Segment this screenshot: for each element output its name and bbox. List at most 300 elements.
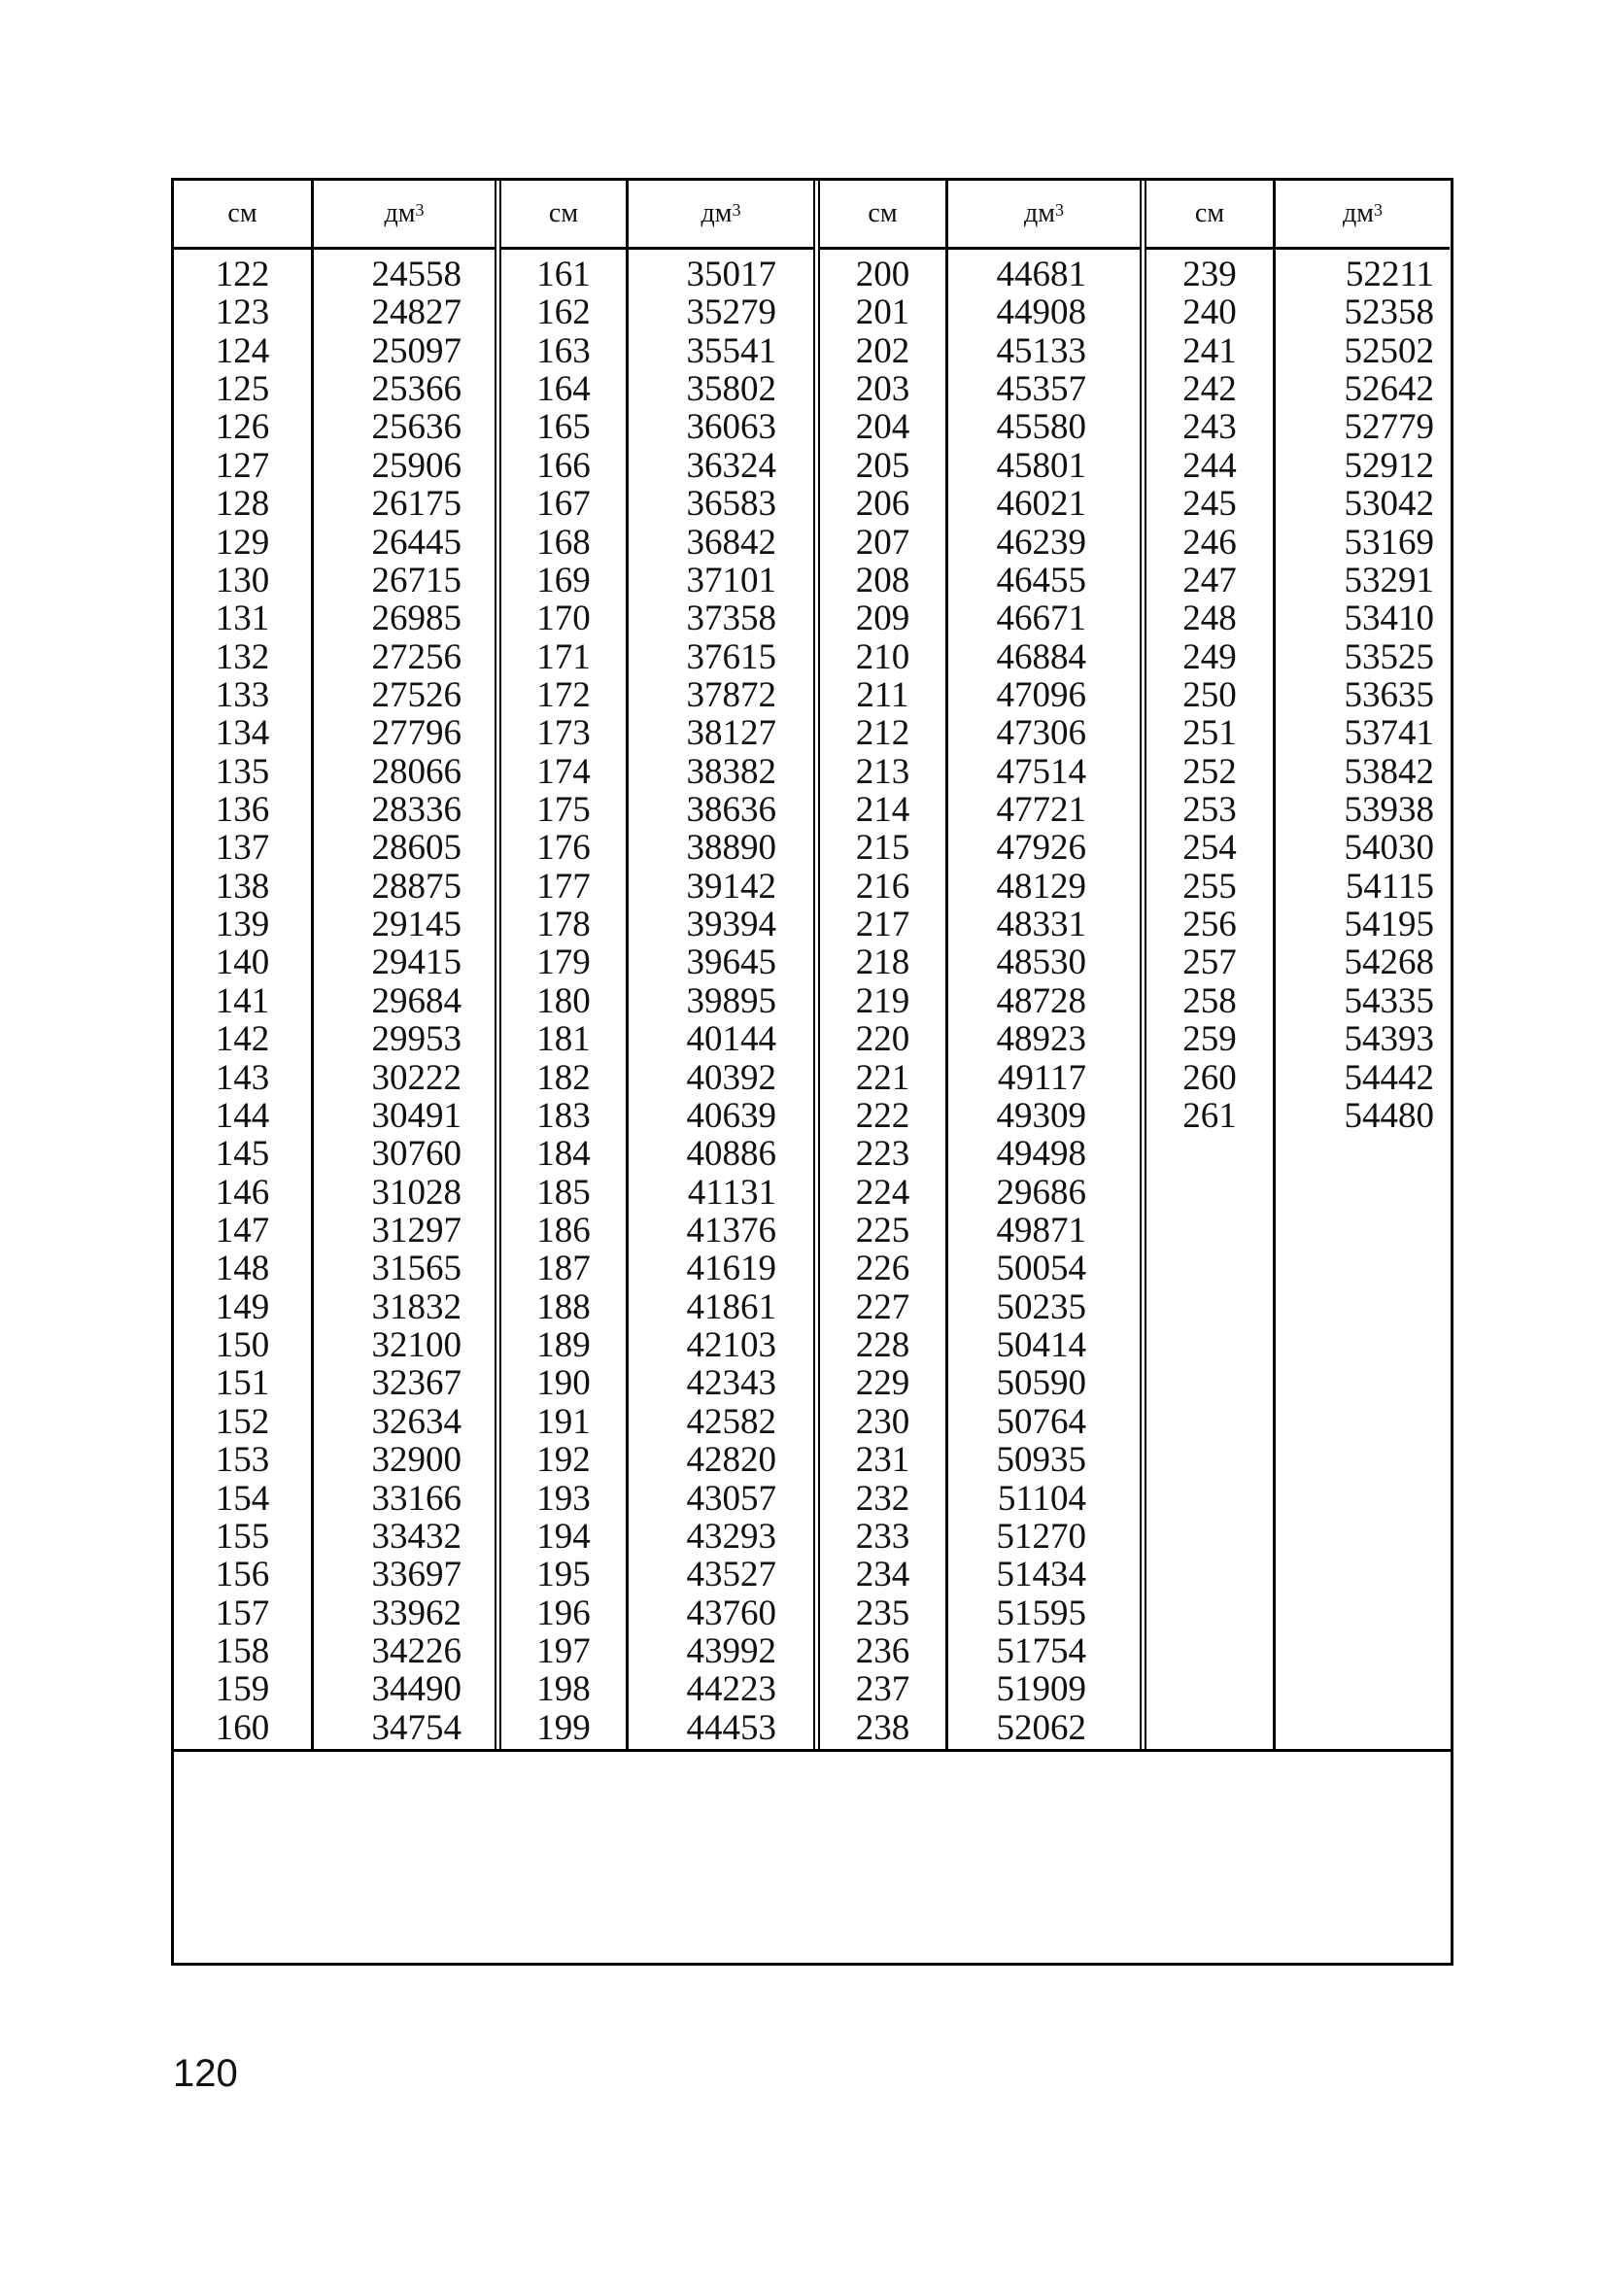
- cm-cell: 219: [855, 980, 910, 1021]
- cm-cell: 204: [855, 407, 910, 448]
- cm-cell: 125: [215, 369, 270, 410]
- cm-cell: 261: [1182, 1095, 1237, 1136]
- dm3-rows: [314, 250, 495, 1749]
- dm3-cell: 38636: [686, 790, 776, 831]
- cm-cell: 260: [1182, 1057, 1237, 1098]
- cm-cell: 160: [215, 1707, 270, 1748]
- dm3-cell: 41861: [686, 1286, 776, 1327]
- cm-cell: 148: [215, 1249, 270, 1289]
- cm-cell: 179: [536, 942, 591, 983]
- dm3-cell: 53938: [1344, 790, 1434, 831]
- dm3-cell: 52779: [1344, 407, 1434, 448]
- dm3-cell: 33697: [371, 1555, 462, 1595]
- table-columns: [174, 181, 1451, 1749]
- cm-cell: 198: [536, 1669, 591, 1710]
- cm-cell: 256: [1182, 905, 1237, 945]
- dm3-cell: 30760: [371, 1134, 462, 1175]
- dm3-cell: 28605: [371, 828, 462, 869]
- cm-cell: 134: [215, 713, 270, 754]
- dm3-cell: 29686: [996, 1172, 1086, 1213]
- cm-cell: 130: [215, 560, 270, 600]
- dm3-cell: 36324: [686, 445, 776, 486]
- header-dm-unit: дм: [1343, 198, 1374, 228]
- dm3-cell: 53291: [1344, 560, 1434, 600]
- dm3-cell: 46884: [996, 636, 1086, 677]
- volume-table: [171, 178, 1453, 1966]
- cm-cell: 231: [855, 1440, 910, 1481]
- cm-cell: 241: [1182, 330, 1237, 371]
- dm3-cell: 25366: [371, 369, 462, 410]
- cm-cell: 155: [215, 1516, 270, 1557]
- dm3-cell: 27526: [371, 674, 462, 715]
- dm3-cell: 44681: [996, 255, 1086, 294]
- dm3-cell: 50590: [996, 1363, 1086, 1404]
- dm3-cell: 34754: [371, 1707, 462, 1748]
- dm3-cell: 31297: [371, 1210, 462, 1251]
- dm3-cell: 48728: [996, 980, 1086, 1021]
- dm3-cell: 54393: [1344, 1019, 1434, 1060]
- cm-cell: 228: [855, 1325, 910, 1366]
- cm-cell: 203: [855, 369, 910, 410]
- header-dm-unit: дм: [701, 198, 733, 228]
- dm3-cell: 48923: [996, 1019, 1086, 1060]
- cm-cell: 184: [536, 1134, 591, 1175]
- cm-column: [174, 181, 314, 1749]
- cm-cell: 193: [536, 1478, 591, 1519]
- cm-cell: 186: [536, 1210, 591, 1251]
- cm-cell: 152: [215, 1401, 270, 1442]
- header-dm-unit: дм: [1024, 198, 1055, 228]
- cm-cell: 210: [855, 636, 910, 677]
- dm3-cell: 49117: [997, 1057, 1086, 1098]
- cm-cell: 220: [855, 1019, 910, 1060]
- dm3-cell: 42582: [686, 1401, 776, 1442]
- header-dm-exponent: 3: [415, 199, 425, 220]
- cm-cell: 207: [855, 522, 910, 563]
- dm3-cell: 43527: [686, 1555, 776, 1595]
- dm3-cell: 41376: [686, 1210, 776, 1251]
- dm3-cell: 24827: [371, 292, 462, 333]
- cm-cell: 156: [215, 1555, 270, 1595]
- dm3-cell: 26715: [371, 560, 462, 600]
- cm-cell: 221: [855, 1057, 910, 1098]
- cm-cell: 191: [536, 1401, 591, 1442]
- cm-cell: 178: [536, 905, 591, 945]
- dm3-cell: 26445: [371, 522, 462, 563]
- dm3-cell: 39645: [686, 942, 776, 983]
- dm3-cell: 38127: [686, 713, 776, 754]
- header-dm3: [629, 181, 813, 250]
- cm-cell: 162: [536, 292, 591, 333]
- cm-cell: 201: [855, 292, 910, 333]
- cm-cell: 150: [215, 1325, 270, 1366]
- dm3-cell: 37358: [686, 599, 776, 639]
- cm-column: [1146, 181, 1276, 1749]
- cm-cell: 141: [215, 980, 270, 1021]
- dm3-cell: 42103: [686, 1325, 776, 1366]
- cm-cell: 250: [1182, 674, 1237, 715]
- dm3-cell: 31565: [371, 1249, 462, 1289]
- dm3-cell: 36842: [686, 522, 776, 563]
- header-dm-exponent: 3: [732, 199, 741, 220]
- dm3-cell: 47096: [996, 674, 1086, 715]
- cm-cell: 237: [855, 1669, 910, 1710]
- header-dm3: [314, 181, 495, 250]
- dm3-cell: 43760: [686, 1593, 776, 1633]
- cm-cell: 172: [536, 674, 591, 715]
- cm-cell: 140: [215, 942, 270, 983]
- cm-cell: 196: [536, 1593, 591, 1633]
- dm3-cell: 46021: [996, 484, 1086, 525]
- dm3-cell: 54030: [1344, 828, 1434, 869]
- cm-rows: [1146, 250, 1273, 1749]
- dm3-cell: 53635: [1344, 674, 1434, 715]
- cm-cell: 238: [855, 1707, 910, 1748]
- dm3-cell: 37615: [686, 636, 776, 677]
- dm3-cell: 51104: [997, 1478, 1086, 1519]
- cm-cell: 181: [536, 1019, 591, 1060]
- cm-cell: 127: [215, 445, 270, 486]
- header-cm: см: [1146, 181, 1273, 250]
- cm-cell: 223: [855, 1134, 910, 1175]
- dm3-cell: 44908: [996, 292, 1086, 333]
- cm-cell: 154: [215, 1478, 270, 1519]
- cm-cell: 149: [215, 1286, 270, 1327]
- cm-cell: 229: [855, 1363, 910, 1404]
- cm-cell: 126: [215, 407, 270, 448]
- cm-cell: 167: [536, 484, 591, 525]
- cm-cell: 257: [1182, 942, 1237, 983]
- cm-cell: 174: [536, 751, 591, 792]
- cm-cell: 182: [536, 1057, 591, 1098]
- dm3-cell: 54335: [1344, 980, 1434, 1021]
- dm3-cell: 48331: [996, 905, 1086, 945]
- dm3-cell: 45133: [996, 330, 1086, 371]
- cm-cell: 190: [536, 1363, 591, 1404]
- cm-cell: 209: [855, 599, 910, 639]
- cm-cell: 225: [855, 1210, 910, 1251]
- cm-cell: 192: [536, 1440, 591, 1481]
- dm3-cell: 52358: [1344, 292, 1434, 333]
- cm-cell: 216: [855, 866, 910, 907]
- cm-cell: 173: [536, 713, 591, 754]
- dm3-cell: 54442: [1344, 1057, 1434, 1098]
- dm3-cell: 32900: [371, 1440, 462, 1481]
- cm-cell: 166: [536, 445, 591, 486]
- cm-cell: 176: [536, 828, 591, 869]
- dm3-cell: 47721: [996, 790, 1086, 831]
- cm-cell: 202: [855, 330, 910, 371]
- cm-cell: 240: [1182, 292, 1237, 333]
- cm-cell: 246: [1182, 522, 1237, 563]
- cm-cell: 251: [1182, 713, 1237, 754]
- header-cm: см: [174, 181, 311, 250]
- dm3-cell: 36063: [686, 407, 776, 448]
- dm3-cell: 47926: [996, 828, 1086, 869]
- dm3-cell: 47306: [996, 713, 1086, 754]
- dm3-cell: 29684: [371, 980, 462, 1021]
- dm3-cell: 40392: [686, 1057, 776, 1098]
- dm3-cell: 31028: [371, 1172, 462, 1213]
- cm-cell: 157: [215, 1593, 270, 1633]
- cm-cell: 254: [1182, 828, 1237, 869]
- dm3-cell: 45580: [996, 407, 1086, 448]
- dm3-cell: 51909: [996, 1669, 1086, 1710]
- dm3-cell: 44453: [686, 1707, 776, 1748]
- cm-cell: 158: [215, 1630, 270, 1671]
- dm3-column: [1276, 181, 1450, 1749]
- cm-cell: 243: [1182, 407, 1237, 448]
- cm-cell: 245: [1182, 484, 1237, 525]
- dm3-column: [314, 181, 495, 1749]
- cm-cell: 242: [1182, 369, 1237, 410]
- dm3-cell: 51754: [996, 1630, 1086, 1671]
- dm3-cell: 48530: [996, 942, 1086, 983]
- cm-cell: 185: [536, 1172, 591, 1213]
- dm3-cell: 46455: [996, 560, 1086, 600]
- dm3-column: [629, 181, 813, 1749]
- cm-cell: 205: [855, 445, 910, 486]
- cm-column: [820, 181, 948, 1749]
- cm-cell: 165: [536, 407, 591, 448]
- dm3-cell: 33166: [371, 1478, 462, 1519]
- dm3-cell: 28336: [371, 790, 462, 831]
- dm3-cell: 32367: [371, 1363, 462, 1404]
- cm-cell: 168: [536, 522, 591, 563]
- cm-cell: 227: [855, 1286, 910, 1327]
- dm3-cell: 43992: [686, 1630, 776, 1671]
- cm-cell: 253: [1182, 790, 1237, 831]
- cm-cell: 143: [215, 1057, 270, 1098]
- dm3-cell: 32634: [371, 1401, 462, 1442]
- cm-cell: 144: [215, 1095, 270, 1136]
- dm3-cell: 53169: [1344, 522, 1434, 563]
- dm3-cell: 50764: [996, 1401, 1086, 1442]
- dm3-cell: 38382: [686, 751, 776, 792]
- cm-cell: 233: [855, 1516, 910, 1557]
- cm-cell: 235: [855, 1593, 910, 1633]
- dm3-cell: 47514: [996, 751, 1086, 792]
- cm-cell: 131: [215, 599, 270, 639]
- cm-cell: 195: [536, 1555, 591, 1595]
- dm3-cell: 40886: [686, 1134, 776, 1175]
- cm-cell: 226: [855, 1249, 910, 1289]
- cm-cell: 248: [1182, 599, 1237, 639]
- dm3-cell: 54268: [1344, 942, 1434, 983]
- cm-cell: 232: [855, 1478, 910, 1519]
- dm3-cell: 35802: [686, 369, 776, 410]
- cm-cell: 249: [1182, 636, 1237, 677]
- dm3-cell: 24558: [371, 255, 462, 294]
- dm3-cell: 29145: [371, 905, 462, 945]
- cm-cell: 244: [1182, 445, 1237, 486]
- dm3-cell: 52912: [1344, 445, 1434, 486]
- cm-cell: 128: [215, 484, 270, 525]
- cm-cell: 136: [215, 790, 270, 831]
- dm3-cell: 26985: [371, 599, 462, 639]
- dm3-cell: 28066: [371, 751, 462, 792]
- cm-cell: 234: [855, 1555, 910, 1595]
- cm-cell: 230: [855, 1401, 910, 1442]
- page-number: 120: [173, 2052, 238, 2095]
- cm-cell: 132: [215, 636, 270, 677]
- dm3-cell: 42820: [686, 1440, 776, 1481]
- dm3-cell: 25097: [371, 330, 462, 371]
- cm-cell: 171: [536, 636, 591, 677]
- header-cm: см: [501, 181, 626, 250]
- cm-cell: 188: [536, 1286, 591, 1327]
- dm3-cell: 49871: [996, 1210, 1086, 1251]
- cm-cell: 258: [1182, 980, 1237, 1021]
- dm3-cell: 26175: [371, 484, 462, 525]
- cm-cell: 129: [215, 522, 270, 563]
- dm3-cell: 43293: [686, 1516, 776, 1557]
- dm3-cell: 52062: [996, 1707, 1086, 1748]
- cm-cell: 151: [215, 1363, 270, 1404]
- dm3-cell: 49309: [996, 1095, 1086, 1136]
- dm3-cell: 29415: [371, 942, 462, 983]
- cm-cell: 145: [215, 1134, 270, 1175]
- header-dm3: [1276, 181, 1450, 250]
- cm-cell: 183: [536, 1095, 591, 1136]
- dm3-cell: 41619: [686, 1249, 776, 1289]
- dm3-column: [948, 181, 1140, 1749]
- cm-cell: 197: [536, 1630, 591, 1671]
- dm3-cell: 46671: [996, 599, 1086, 639]
- cm-cell: 122: [215, 255, 270, 294]
- cm-cell: 153: [215, 1440, 270, 1481]
- cm-cell: 175: [536, 790, 591, 831]
- dm3-cell: 49498: [996, 1134, 1086, 1175]
- dm3-cell: 36583: [686, 484, 776, 525]
- cm-cell: 194: [536, 1516, 591, 1557]
- dm3-cell: 28875: [371, 866, 462, 907]
- cm-cell: 247: [1182, 560, 1237, 600]
- header-dm-unit: дм: [384, 198, 416, 228]
- cm-cell: 259: [1182, 1019, 1237, 1060]
- dm3-cell: 35541: [686, 330, 776, 371]
- cm-cell: 200: [855, 255, 910, 294]
- cm-cell: 124: [215, 330, 270, 371]
- cm-cell: 187: [536, 1249, 591, 1289]
- dm3-cell: 27256: [371, 636, 462, 677]
- cm-cell: 164: [536, 369, 591, 410]
- dm3-cell: 53525: [1344, 636, 1434, 677]
- cm-cell: 213: [855, 751, 910, 792]
- dm3-cell: 43057: [686, 1478, 776, 1519]
- cm-rows: [820, 250, 945, 1749]
- dm3-cell: 37872: [686, 674, 776, 715]
- dm3-cell: 39895: [686, 980, 776, 1021]
- dm3-rows: [1276, 250, 1450, 1749]
- dm3-cell: 34226: [371, 1630, 462, 1671]
- cm-cell: 133: [215, 674, 270, 715]
- header-dm-exponent: 3: [1054, 199, 1064, 220]
- dm3-cell: 41131: [687, 1172, 776, 1213]
- dm3-cell: 53842: [1344, 751, 1434, 792]
- dm3-cell: 52642: [1344, 369, 1434, 410]
- cm-cell: 215: [855, 828, 910, 869]
- cm-cell: 137: [215, 828, 270, 869]
- cm-cell: 206: [855, 484, 910, 525]
- dm3-cell: 46239: [996, 522, 1086, 563]
- cm-cell: 177: [536, 866, 591, 907]
- dm3-cell: 27796: [371, 713, 462, 754]
- dm3-cell: 52211: [1345, 255, 1434, 294]
- dm3-rows: [948, 250, 1140, 1749]
- dm3-cell: 40639: [686, 1095, 776, 1136]
- dm3-cell: 53741: [1344, 713, 1434, 754]
- cm-cell: 239: [1182, 255, 1237, 294]
- header-cm: см: [820, 181, 945, 250]
- cm-cell: 138: [215, 866, 270, 907]
- dm3-cell: 45801: [996, 445, 1086, 486]
- cm-cell: 146: [215, 1172, 270, 1213]
- dm3-cell: 52502: [1344, 330, 1434, 371]
- dm3-cell: 51595: [996, 1593, 1086, 1633]
- dm3-cell: 53042: [1344, 484, 1434, 525]
- cm-column: [501, 181, 629, 1749]
- dm3-cell: 50414: [996, 1325, 1086, 1366]
- cm-cell: 123: [215, 292, 270, 333]
- dm3-cell: 33432: [371, 1516, 462, 1557]
- dm3-cell: 39142: [686, 866, 776, 907]
- dm3-cell: 29953: [371, 1019, 462, 1060]
- dm3-cell: 50935: [996, 1440, 1086, 1481]
- column-group-3: [813, 181, 1140, 1749]
- dm3-cell: 44223: [686, 1669, 776, 1710]
- cm-cell: 180: [536, 980, 591, 1021]
- cm-cell: 236: [855, 1630, 910, 1671]
- dm3-cell: 35017: [686, 255, 776, 294]
- cm-cell: 212: [855, 713, 910, 754]
- cm-cell: 214: [855, 790, 910, 831]
- dm3-cell: 50054: [996, 1249, 1086, 1289]
- cm-cell: 169: [536, 560, 591, 600]
- dm3-cell: 33962: [371, 1593, 462, 1633]
- dm3-cell: 30491: [371, 1095, 462, 1136]
- table-footer-empty-box: [174, 1749, 1451, 1963]
- dm3-cell: 31832: [371, 1286, 462, 1327]
- cm-cell: 224: [855, 1172, 910, 1213]
- column-group-2: [495, 181, 813, 1749]
- cm-cell: 135: [215, 751, 270, 792]
- dm3-cell: 35279: [686, 292, 776, 333]
- column-group-4: [1140, 181, 1450, 1749]
- dm3-cell: 39394: [686, 905, 776, 945]
- dm3-cell: 34490: [371, 1669, 462, 1710]
- dm3-cell: 51270: [996, 1516, 1086, 1557]
- dm3-cell: 25906: [371, 445, 462, 486]
- cm-cell: 252: [1182, 751, 1237, 792]
- cm-rows: [174, 250, 311, 1749]
- cm-cell: 170: [536, 599, 591, 639]
- dm3-rows: [629, 250, 813, 1749]
- dm3-cell: 25636: [371, 407, 462, 448]
- cm-cell: 159: [215, 1669, 270, 1710]
- cm-rows: [501, 250, 626, 1749]
- dm3-cell: 45357: [996, 369, 1086, 410]
- cm-cell: 208: [855, 560, 910, 600]
- header-dm-exponent: 3: [1373, 199, 1383, 220]
- column-group-1: [174, 181, 495, 1749]
- header-dm3: [948, 181, 1140, 250]
- dm3-cell: 38890: [686, 828, 776, 869]
- dm3-cell: 51434: [996, 1555, 1086, 1595]
- dm3-cell: 32100: [371, 1325, 462, 1366]
- cm-cell: 161: [536, 255, 591, 294]
- cm-cell: 218: [855, 942, 910, 983]
